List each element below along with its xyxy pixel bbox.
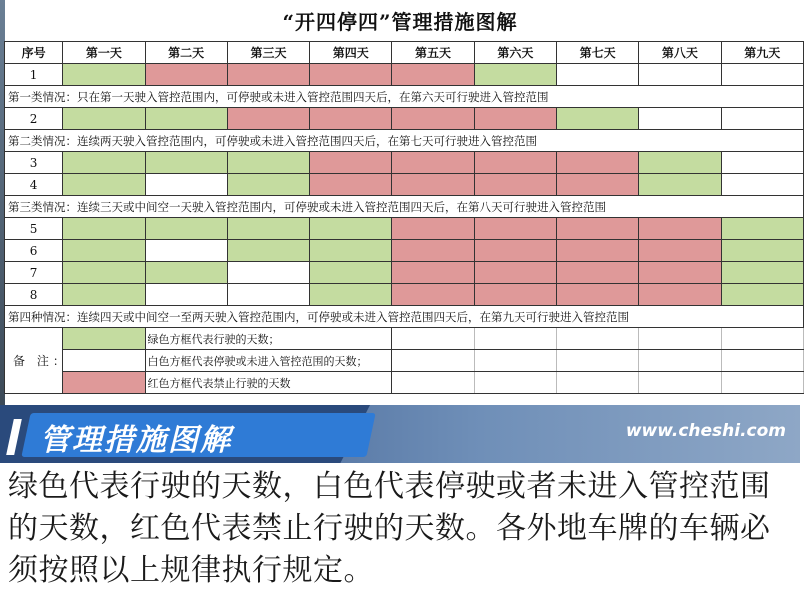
row-number: 1 (5, 64, 63, 86)
header-day-3: 第三天 (227, 42, 309, 64)
day-cell-green (227, 240, 309, 262)
day-cell-red (474, 152, 556, 174)
day-cell-red (310, 174, 392, 196)
day-cell-red (392, 64, 474, 86)
row-number: 6 (5, 240, 63, 262)
day-cell-red (145, 64, 227, 86)
table-row (5, 152, 804, 174)
legend-blank-cell (556, 328, 638, 350)
day-cell-green (145, 108, 227, 130)
caption-text: 绿色代表行驶的天数，白色代表停驶或者未进入管控范围的天数，红色代表禁止行驶的天数。各外地车牌的车辆必须按照以上规律执行规定。 (8, 469, 771, 588)
legend-row (5, 350, 804, 372)
day-cell-red (392, 284, 474, 306)
legend-blank-cell (392, 372, 474, 394)
day-cell-green (63, 284, 145, 306)
day-cell-green (227, 174, 309, 196)
day-cell-white (721, 152, 803, 174)
day-cell-green (310, 218, 392, 240)
row-number: 2 (5, 108, 63, 130)
row-number: 3 (5, 152, 63, 174)
day-cell-green (63, 240, 145, 262)
header-day-6: 第六天 (474, 42, 556, 64)
legend-text: 白色方框代表停驶或未进入管控范围的天数； (145, 350, 392, 372)
header-index: 序号 (5, 42, 63, 64)
legend-blank-cell (721, 372, 803, 394)
day-cell-red (474, 284, 556, 306)
day-cell-red (392, 240, 474, 262)
day-cell-green (556, 108, 638, 130)
day-cell-green (63, 64, 145, 86)
legend-blank-cell (721, 328, 803, 350)
schedule-table (4, 41, 804, 394)
day-cell-white (639, 64, 721, 86)
legend-blank-cell (474, 372, 556, 394)
site-watermark: www.cheshi.com (625, 421, 786, 441)
legend-swatch (63, 350, 145, 372)
table-title: “开四停四”管理措施图解 (282, 10, 518, 34)
day-cell-white (145, 174, 227, 196)
category-description: 第三类情况：连续三天或中间空一天驶入管控范围内，可停驶或未进入管控范围四天后，在第八天可行驶进入管控范围 (5, 196, 804, 218)
day-cell-white (721, 64, 803, 86)
legend-text: 红色方框代表禁止行驶的天数 (145, 372, 392, 394)
day-cell-red (474, 240, 556, 262)
day-cell-red (310, 152, 392, 174)
day-cell-green (63, 108, 145, 130)
category-description: 第一类情况：只在第一天驶入管控范围内，可停驶或未进入管控范围四天后，在第六天可行驶进入管控范围 (5, 86, 804, 108)
day-cell-white (639, 108, 721, 130)
legend-swatch (63, 372, 145, 394)
day-cell-green (639, 174, 721, 196)
row-number: 8 (5, 284, 63, 306)
day-cell-red (310, 108, 392, 130)
day-cell-red (392, 174, 474, 196)
day-cell-green (310, 284, 392, 306)
table-row (5, 240, 804, 262)
day-cell-red (474, 108, 556, 130)
day-cell-red (556, 262, 638, 284)
day-cell-green (227, 152, 309, 174)
legend-blank-cell (639, 350, 721, 372)
header-day-4: 第四天 (310, 42, 392, 64)
day-cell-red (474, 174, 556, 196)
day-cell-green (474, 64, 556, 86)
day-cell-green (721, 240, 803, 262)
category-row (5, 196, 804, 218)
day-cell-green (145, 262, 227, 284)
day-cell-green (721, 218, 803, 240)
legend-blank-cell (556, 372, 638, 394)
day-cell-red (556, 152, 638, 174)
notes-label: 备 注： (5, 328, 63, 394)
legend-blank-cell (556, 350, 638, 372)
day-cell-red (639, 284, 721, 306)
banner-title: 管理措施图解 (40, 423, 232, 458)
day-cell-red (474, 218, 556, 240)
day-cell-green (639, 152, 721, 174)
day-cell-red (556, 174, 638, 196)
day-cell-red (392, 108, 474, 130)
day-cell-red (556, 218, 638, 240)
day-cell-red (556, 240, 638, 262)
legend-blank-cell (639, 328, 721, 350)
day-cell-green (227, 218, 309, 240)
day-cell-red (556, 284, 638, 306)
legend-text: 绿色方框代表行驶的天数； (145, 328, 392, 350)
day-cell-white (227, 262, 309, 284)
day-cell-red (227, 108, 309, 130)
section-banner (0, 405, 800, 463)
day-cell-green (310, 240, 392, 262)
day-cell-green (721, 284, 803, 306)
legend-row (5, 372, 804, 394)
legend-blank-cell (639, 372, 721, 394)
day-cell-green (63, 174, 145, 196)
row-number: 5 (5, 218, 63, 240)
day-cell-red (392, 152, 474, 174)
day-cell-green (310, 262, 392, 284)
table-body (5, 64, 804, 394)
header-day-1: 第一天 (63, 42, 145, 64)
day-cell-red (639, 262, 721, 284)
table-row (5, 108, 804, 130)
category-description: 第二类情况：连续两天驶入管控范围内，可停驶或未进入管控范围四天后，在第七天可行驶进入管控范围 (5, 130, 804, 152)
row-number: 7 (5, 262, 63, 284)
table-row (5, 262, 804, 284)
table-row (5, 64, 804, 86)
legend-blank-cell (721, 350, 803, 372)
table-row (5, 218, 804, 240)
day-cell-white (556, 64, 638, 86)
row-number: 4 (5, 174, 63, 196)
day-cell-red (639, 218, 721, 240)
day-cell-green (721, 262, 803, 284)
day-cell-white (721, 174, 803, 196)
legend-blank-cell (474, 328, 556, 350)
legend-blank-cell (392, 328, 474, 350)
header-day-8: 第八天 (639, 42, 721, 64)
day-cell-red (474, 262, 556, 284)
day-cell-red (392, 218, 474, 240)
header-day-7: 第七天 (556, 42, 638, 64)
day-cell-green (63, 262, 145, 284)
day-cell-white (721, 108, 803, 130)
day-cell-green (145, 218, 227, 240)
category-row (5, 86, 804, 108)
day-cell-white (227, 284, 309, 306)
legend-swatch (63, 328, 145, 350)
day-cell-green (63, 218, 145, 240)
header-day-9: 第九天 (721, 42, 803, 64)
day-cell-green (63, 152, 145, 174)
category-description: 第四种情况：连续四天或中间空一至两天驶入管控范围内，可停驶或未进入管控范围四天后，在第九天可行驶进入管控范围 (5, 306, 804, 328)
header-row (5, 42, 804, 64)
legend-row (5, 328, 804, 350)
category-row (5, 130, 804, 152)
category-row (5, 306, 804, 328)
day-cell-white (145, 240, 227, 262)
table-row (5, 174, 804, 196)
legend-blank-cell (474, 350, 556, 372)
day-cell-red (310, 64, 392, 86)
day-cell-red (227, 64, 309, 86)
day-cell-red (392, 262, 474, 284)
day-cell-green (145, 152, 227, 174)
table-row (5, 284, 804, 306)
day-cell-white (145, 284, 227, 306)
day-cell-red (639, 240, 721, 262)
legend-blank-cell (392, 350, 474, 372)
header-day-5: 第五天 (392, 42, 474, 64)
header-day-2: 第二天 (145, 42, 227, 64)
